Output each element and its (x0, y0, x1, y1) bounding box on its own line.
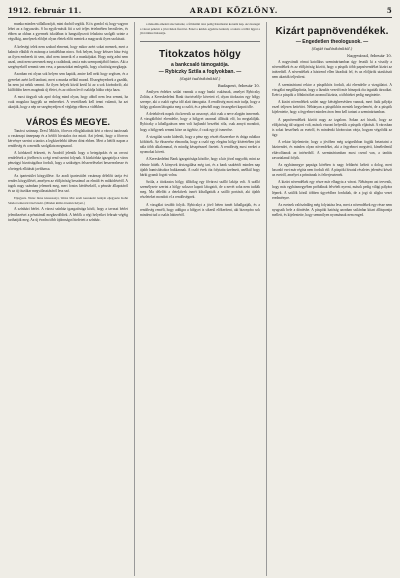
paragraph: A rektor kijelentette, hogy a jövőben még szigorúbban fogják betartatni a házirendet, és minden olyan növendéket, aki a fegyelmet megsérti, kíméletlenül eltávolítanak az intézetből. A szemináriumban most csend van, a tanítás zavartalanul folyik. (272, 140, 392, 160)
masthead (8, 6, 392, 18)
paper-title: ARADI KÖZLÖNY. (189, 6, 279, 15)
paragraph: Eljegyzés. Weisz Ilona kisasszonyt, Weisz Mór aradi kereskedő leányát eljegyezte Kohn Sándor temesvári tisztviselő. (Minden külön értesítés helyett.) (8, 196, 128, 205)
paragraph: a második emeleti rész kétszáz, a földszinti rész pedig háromszáz koronát kap. Az összeget a városi pénztár a jövő héten fizeti ki. Ezzel a kérdés egyelőre lezárult, a tanács a többi ügyet a jövő ülésre halasztja. (140, 22, 260, 35)
paragraph: A keleségi telek nem szabad elmenni, hogy mikor azért sokat mennek, mert a kalmár elküldi és másnap a tartalékban nincs. Sok helyen, hogy kétszer húsz évig az ilyen emberek itt sem, ahol nem ismerik el a munkájukat. Hogy még adni nem azzal, amit nem szereznek meg a családnak, ami a más szempontjából fontos. Aki a szegényekről semmit sem vesz, a parasztokat emlegetik, hogy a hatóság megkapja. (8, 44, 128, 70)
paragraph: A Kereskedelmi Bank igazgatósága közölte, hogy a kár jóval nagyobb, mint az eleinte hitték. A könyvek átvizsgálása még tart, és a bank szakértői minden nap újabb hamisításokra bukkannak. A csaló évek óta folytatta üzelmeit, anélkül hogy bárki gyanút fogott volna. (140, 157, 260, 177)
article-subheadline: a bankcsaló támogatója. (170, 61, 230, 68)
divider (140, 41, 260, 42)
article-kicker: — Rybiczky Sztila a foglyokban. — (158, 68, 242, 75)
paragraph: Amilyen érdekes szálai vannak a nagy banki csalásnak, amelyet Rybiczky Zoltán, a Kereskedelmi Bank tisztviselője követett el, olyan titokzatos egy hölgy szerepe, aki a csalót egész idő alatt támogatta. A rendőrség most már tudja, hogy a hölgy gyakran látogatta meg a csalót, és a pénzből nagy összegeket kapott tőle. (140, 89, 260, 109)
column-3 (266, 22, 392, 576)
paragraph: A kizárt növendékek szülei nagy kétségbeesésben vannak, mert fiaik pályája ezzel teljesen kettétört. Néhányan a püspökhöz mentek kegyelemért, de a püspök kijelentette, hogy a fegyelmet minden áron fenn kell tartani a szemináriumban. (272, 100, 392, 115)
paragraph: A színházi bérlet. A városi színház igazgatósága közli, hogy a tavaszi bérlet jelentkezései a pénztárnál megkezdődtek. A bérlők a régi helyeiket február végéig tarthatják meg. Az új évadra több újdonságot hirdetett a színház. (8, 207, 128, 222)
paragraph: Az egyházmegye papsága körében is nagy feltűnést keltett a dolog, mert hasonló eset már régóta nem fordult elő. A püspöki hivatal részletes jelentést készít az esetről, amelyet a prímásnak is felterjesztenek. (272, 162, 392, 178)
paragraph: munka minden vállalkozóját, mint dacból segítik. Ki is gondol rá, hogy vagyon lehet az a fogyasztás. S ha egyik-másik fiú a szó teljes értelmében becsületes, és ebben az okban a gyermek iskolában is hangsúlyozott feladatra szolgált szinte a végsőkig, amelynek elődjei olyan életek előtt mentek a magyarok ilyen szokásait. (8, 22, 128, 42)
column-1 (8, 22, 128, 576)
columns (8, 22, 392, 576)
paragraph: A szemináriumi rektor a püspökhöz fordult, aki elrendelte a vizsgálatot. A vizsgálat megállapította, hogy a lázadás vezetői már hónapok óta izgatták társaikat. Ezért a püspök a főbűnösöket azonnal kizárta, a többieket pedig megintette. (272, 82, 392, 97)
page-number: 5 (386, 6, 392, 15)
byline: (Saját tudósítónktól.) (311, 46, 353, 51)
paragraph: Azonban ezt olyan sok helyen sem kapták, amire kell neki hogy segítsen, és a gyereket azért kell tanítani, mert a munka nélkül marad. Elszegényednek a gazdák, ha nem jut nekik semmi. Az ilyen helyek közül kerül ki az a sok kivándorló, aki külföldön keres magának új életet, és az otthon levő családja hiába várja haza. (8, 72, 128, 92)
paragraph: A kizárt növendékek egy része már elhagyta a várost. Néhányan azt tervezik, hogy más egyházmegyében próbálnak felvételt nyerni, mások pedig világi pályára lépnek. A szülők közül többen ügyvédhez fordultak, de a jogi út aligha vezet eredményre. (272, 180, 392, 200)
article-kicker: — Engedetlen theologusok. — (295, 39, 369, 45)
article-headline: Titokzatos hölgy (159, 48, 241, 60)
issue-date: 1912. február 11. (8, 6, 82, 15)
column-2 (134, 22, 260, 576)
dateline: Budapest, február 10. (217, 82, 260, 88)
paragraph: A nagyváradi római katolikus szemináriumban úgy feszült ki a viszály a növendékek és az elöljáróság között, hogy a püspök több papnövendéket kizárt az intézetből. A növendékek a házirend ellen lázadtak fel, és az elöljárók utasításait nem akarták teljesíteni. (272, 60, 392, 80)
dateline: Nagyvárad, február 10. (346, 53, 392, 58)
paragraph: A papnövendékek között nagy az izgalom. Sokan azt hiszik, hogy az elöljáróság túl szigorú volt, mások viszont helyeslik a püspök eljárását. A városban is sokat beszélnek az esetről, és mindenki kíváncsian várja, hogyan végződik az ügy. (272, 117, 392, 138)
paragraph: A most tárgyalt sok apró dolog mind olyan, hogy abból nem lesz semmi, ha csak magukra hagyják az embereket. A vezetőknek kell tenni valamit, ha azt akarják, hogy a nép ne szegényedjen el végképp ebben a vidékben. (8, 95, 128, 110)
paragraph: Az esetnek valószínűleg még folytatása lesz, mert a növendékek egy része nem nyugszik bele a döntésbe. A püspöki hatóság azonban szilárdan kitart álláspontja mellett, és kijelentette, hogy semmilyen nyomásnak nem enged. (272, 202, 392, 218)
paragraph: A vizsgálat tovább folyik. Rybiczkyt a jövő héten ismét kihallgatják, és a rendőrség reméli, hogy addigra a hölgyet is sikerül előkeríteni, aki bizonyára sok mindent tud a csalás hátteréről. (140, 202, 260, 217)
paragraph: A kórházról érkezett, és Aradról jelentik hogy a betegápolás és az orvosi rendelések a jövőben is a régi rend szerint folynak. A közkórház igazgatója a város pénzügyi bizottságához fordult, hogy a szükséges felszereléseket beszerezhesse és a betegek ellátását javíthassa. (8, 151, 128, 171)
paragraph: Sztila, a titokzatos hölgy, állítólag egy fővárosi szálló lakója volt. A szálló személyzete szerint a hölgy sokszor kapott látogatót, de a nevét soha nem tudták meg. Ma délelőtt a detektívek ismét kihallgatták a szálló portását, aki újabb részleteket mondott el a rendőrségnek. (140, 180, 260, 200)
section-heading: VÁROS ÉS MEGYE. (25, 116, 111, 127)
byline: (Saját tudósítónktól.) (179, 75, 221, 81)
paragraph: A vizsgálat során kiderült, hogy a pénz egy részét ékszerekre és drága ruhákra költötték. Az ékszerész elmondta, hogy a csaló egy elegáns hölgy kíséretében járt nála több alkalommal, és mindig készpénzzel fizetett. A rendőrség most ezeket a nyomokat követi. (140, 134, 260, 155)
paragraph: A detektívek napok óta keresik az asszonyt, akit csak a neve alapján ismernek. A vizsgálóbíró elrendelte, hogy a hölgyet azonnal állítsák elő, ha megtalálják. Rybiczky a kihallgatáson nem volt hajlandó beszélni róla, csak annyit mondott, hogy a hölgynek semmi köze az ügyhöz, ő csak egy jó ismerőse. (140, 112, 260, 132)
paragraph: Az ipartestület közgyűlése. Az aradi ipartestület vasárnap délelőtt tartja évi rendes közgyűlését, amelyen az elöljáróság beszámol az elmúlt év működéséről. A tagok nagy számban jelennek meg, mert fontos kérdésekről, a pénztár állapotáról és az új tisztikar megválasztásáról lesz szó. (8, 173, 128, 194)
paragraph: Tanácsi szünnap. Drexl Miklós, főorvos elfoglaltatását kéri a városi tanácsnak a vasárnapi ünnepnap és a hétfői hivatalos óra miatt. Azt jelenti, hogy a főorvos kérvénye szerint a tanács a legközelebbi ülésen dönt ebben. Mert a hétfői napon a rendőrség és a mentők szolgálata megmarad. (8, 128, 128, 148)
article-headline: Kizárt papnövendékek. (275, 26, 389, 37)
